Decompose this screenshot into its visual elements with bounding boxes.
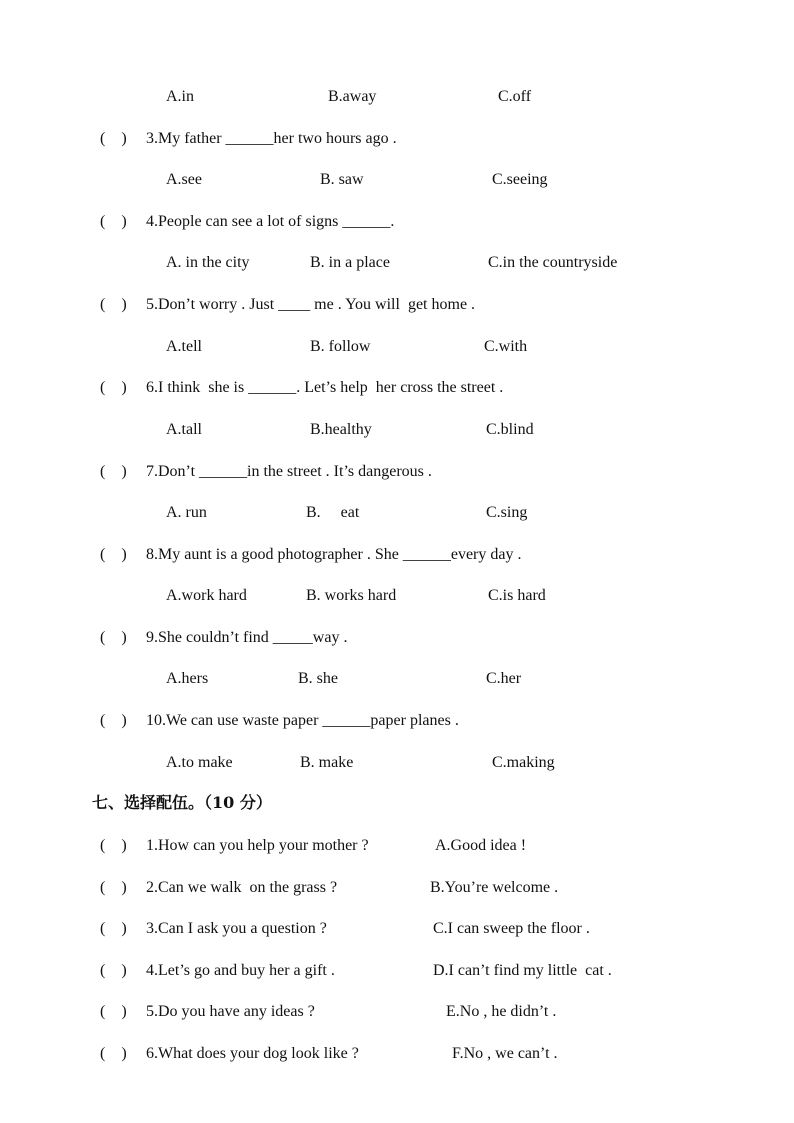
option-c: C.with bbox=[484, 338, 528, 355]
option-c: C.is hard bbox=[488, 587, 546, 604]
option-b: B. works hard bbox=[306, 587, 397, 604]
option-b: B. in a place bbox=[310, 254, 390, 271]
option-a: A.to make bbox=[166, 754, 233, 771]
answer-blank: ( ) bbox=[100, 1003, 127, 1020]
option-b: B. eat bbox=[306, 504, 360, 521]
matching-question: 3.Can I ask you a question ? bbox=[146, 920, 327, 937]
matching-answer: B.You’re welcome . bbox=[430, 879, 559, 896]
option-c: C.seeing bbox=[492, 171, 548, 188]
answer-blank: ( ) bbox=[100, 1045, 127, 1062]
option-a: A. run bbox=[166, 504, 207, 521]
answer-blank: ( ) bbox=[100, 296, 127, 313]
matching-answer: D.I can’t find my little cat . bbox=[433, 962, 612, 979]
answer-blank: ( ) bbox=[100, 213, 127, 230]
matching-question: 4.Let’s go and buy her a gift . bbox=[146, 962, 335, 979]
option-b: B.healthy bbox=[310, 421, 372, 438]
question-text: 9.She couldn’t find _____way . bbox=[146, 629, 348, 646]
section-heading: 七、选择配伍。（10 分） bbox=[92, 793, 272, 812]
question-text: 10.We can use waste paper ______paper planes . bbox=[146, 712, 459, 729]
option-a: A.tell bbox=[166, 338, 202, 355]
answer-blank: ( ) bbox=[100, 837, 127, 854]
q2-option-a: A.in bbox=[166, 88, 194, 105]
matching-question: 1.How can you help your mother ? bbox=[146, 837, 369, 854]
question-text: 5.Don’t worry . Just ____ me . You will get home . bbox=[146, 296, 476, 313]
answer-blank: ( ) bbox=[100, 130, 127, 147]
option-a: A.see bbox=[166, 171, 202, 188]
answer-blank: ( ) bbox=[100, 712, 127, 729]
question-text: 8.My aunt is a good photographer . She ______every day . bbox=[146, 546, 522, 563]
question-text: 6.I think she is ______. Let’s help her cross the street . bbox=[146, 379, 504, 396]
question-text: 3.My father ______her two hours ago . bbox=[146, 130, 397, 147]
matching-answer: C.I can sweep the floor . bbox=[433, 920, 590, 937]
answer-blank: ( ) bbox=[100, 463, 127, 480]
option-a: A.tall bbox=[166, 421, 202, 438]
answer-blank: ( ) bbox=[100, 546, 127, 563]
option-b: B. saw bbox=[320, 171, 364, 188]
answer-blank: ( ) bbox=[100, 379, 127, 396]
question-text: 4.People can see a lot of signs ______. bbox=[146, 213, 395, 230]
matching-question: 2.Can we walk on the grass ? bbox=[146, 879, 338, 896]
matching-question: 6.What does your dog look like ? bbox=[146, 1045, 359, 1062]
option-b: B. she bbox=[298, 670, 338, 687]
option-c: C.blind bbox=[486, 421, 534, 438]
option-b: B. make bbox=[300, 754, 354, 771]
answer-blank: ( ) bbox=[100, 879, 127, 896]
answer-blank: ( ) bbox=[100, 920, 127, 937]
answer-blank: ( ) bbox=[100, 962, 127, 979]
option-c: C.making bbox=[492, 754, 555, 771]
matching-answer: A.Good idea ! bbox=[435, 837, 527, 854]
option-a: A.hers bbox=[166, 670, 209, 687]
answer-blank: ( ) bbox=[100, 629, 127, 646]
matching-question: 5.Do you have any ideas ? bbox=[146, 1003, 315, 1020]
option-c: C.sing bbox=[486, 504, 528, 521]
question-text: 7.Don’t ______in the street . It’s dangerous . bbox=[146, 463, 432, 480]
matching-answer: F.No , we can’t . bbox=[452, 1045, 558, 1062]
q2-option-c: C.off bbox=[498, 88, 532, 105]
option-c: C.her bbox=[486, 670, 522, 687]
option-a: A.work hard bbox=[166, 587, 247, 604]
option-b: B. follow bbox=[310, 338, 371, 355]
q2-option-b: B.away bbox=[328, 88, 377, 105]
option-c: C.in the countryside bbox=[488, 254, 618, 271]
option-a: A. in the city bbox=[166, 254, 250, 271]
matching-answer: E.No , he didn’t . bbox=[446, 1003, 557, 1020]
